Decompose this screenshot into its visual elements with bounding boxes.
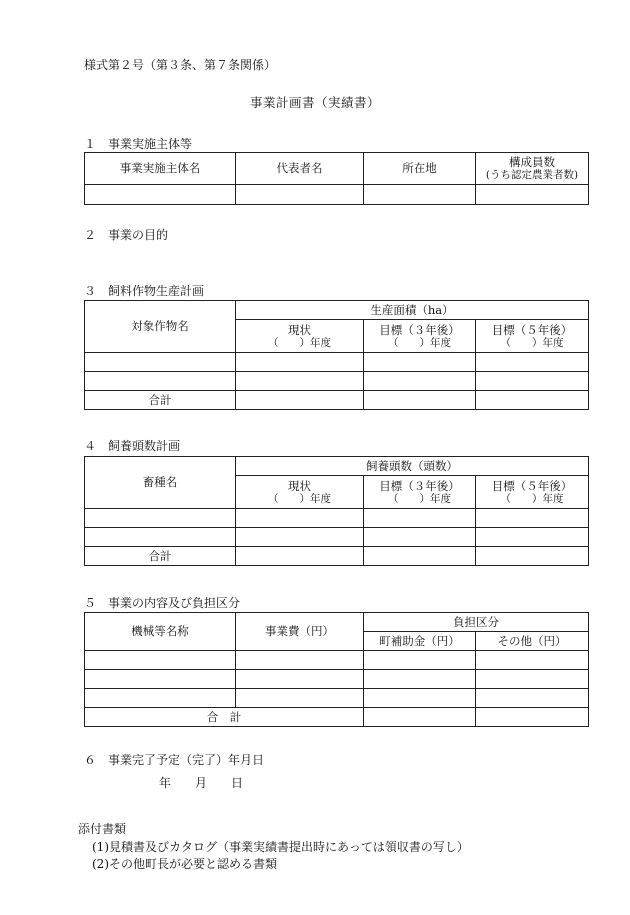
year-note: （ ）年度 (268, 336, 331, 349)
table-cell[interactable] (85, 670, 236, 689)
burden-header: 負担区分 (364, 613, 589, 632)
target-5yr-header (476, 476, 589, 509)
table-cell[interactable] (236, 509, 364, 528)
other-header: その他（円） (476, 632, 589, 651)
table-cell[interactable] (236, 528, 364, 547)
year-note: （ ）年度 (500, 492, 564, 505)
table-cell[interactable] (236, 547, 364, 566)
table-cell[interactable] (364, 372, 476, 391)
target-3yr-header (364, 320, 476, 353)
target-5yr-label: 目標（５年後） (491, 478, 573, 493)
section-5-heading: ５ 事業の内容及び負担区分 (84, 596, 241, 610)
entity-name-header: 事業実施主体名 (85, 153, 236, 185)
table-cell[interactable] (364, 509, 476, 528)
feed-crop-table (84, 300, 589, 410)
current-header (236, 476, 364, 509)
table-cell[interactable] (236, 689, 364, 708)
document-title: 事業計画書（実績書） (249, 95, 380, 110)
year-note: （ ）年度 (500, 336, 564, 349)
year-note: （ ）年度 (388, 492, 451, 505)
table-cell[interactable] (236, 353, 364, 372)
table-cell[interactable] (476, 670, 589, 689)
table-cell[interactable] (85, 509, 236, 528)
table-cell[interactable] (476, 353, 589, 372)
entity-table (84, 152, 589, 205)
area-header: 生産面積（ha） (236, 301, 589, 320)
head-count-header: 飼養頭数（頭数） (236, 457, 589, 476)
target-5yr-label: 目標（５年後） (491, 322, 573, 337)
address-header: 所在地 (364, 153, 476, 185)
table-cell[interactable] (476, 651, 589, 670)
table-cell[interactable] (364, 353, 476, 372)
table-cell[interactable] (364, 689, 476, 708)
representative-cell[interactable] (236, 185, 364, 205)
total-label: 合 計 (85, 708, 364, 727)
table-cell[interactable] (476, 509, 589, 528)
table-cell[interactable] (476, 372, 589, 391)
town-subsidy-header: 町補助金（円） (364, 632, 476, 651)
table-cell[interactable] (364, 670, 476, 689)
species-header: 畜種名 (85, 457, 236, 509)
target-3yr-header (364, 476, 476, 509)
table-cell[interactable] (236, 391, 364, 410)
section-6-heading: ６ 事業完了予定（完了）年月日 (84, 753, 265, 767)
table-cell[interactable] (364, 391, 476, 410)
table-cell[interactable] (85, 372, 236, 391)
table-cell[interactable] (85, 689, 236, 708)
current-label: 現状 (288, 478, 311, 493)
crop-header: 対象作物名 (85, 301, 236, 353)
table-cell[interactable] (476, 708, 589, 727)
project-cost-table (84, 612, 589, 727)
section-2-heading: ２ 事業の目的 (84, 228, 169, 242)
attachment-item-1: (1)見積書及びカタログ（事業実績書提出時にあっては領収書の写し） (92, 840, 469, 854)
target-3yr-label: 目標（３年後） (379, 478, 460, 493)
table-cell[interactable] (476, 528, 589, 547)
completion-date-line: 年 月 日 (159, 776, 244, 790)
table-cell[interactable] (85, 651, 236, 670)
address-cell[interactable] (364, 185, 476, 205)
table-cell[interactable] (476, 391, 589, 410)
members-cell[interactable] (476, 185, 589, 205)
table-cell[interactable] (364, 547, 476, 566)
table-cell[interactable] (236, 651, 364, 670)
project-cost-header: 事業費（円） (236, 613, 364, 651)
target-3yr-label: 目標（３年後） (379, 322, 460, 337)
target-5yr-header (476, 320, 589, 353)
table-cell[interactable] (236, 372, 364, 391)
year-note: （ ）年度 (388, 336, 451, 349)
representative-header: 代表者名 (236, 153, 364, 185)
machine-header: 機械等名称 (85, 613, 236, 651)
table-cell[interactable] (364, 651, 476, 670)
attachments-heading: 添付書類 (78, 822, 127, 836)
entity-name-cell[interactable] (85, 185, 236, 205)
year-note: （ ）年度 (268, 492, 331, 505)
members-sublabel: (うち認定農業者数) (485, 169, 579, 181)
table-cell[interactable] (476, 689, 589, 708)
table-cell[interactable] (85, 528, 236, 547)
members-label: 構成員数 (509, 155, 555, 169)
current-header (236, 320, 364, 353)
total-label: 合計 (85, 547, 236, 566)
table-cell[interactable] (364, 528, 476, 547)
table-cell[interactable] (476, 547, 589, 566)
section-1-heading: １ 事業実施主体等 (84, 137, 193, 151)
table-cell[interactable] (364, 708, 476, 727)
members-header (476, 153, 589, 185)
section-3-heading: ３ 飼料作物生産計画 (84, 284, 205, 298)
table-cell[interactable] (85, 353, 236, 372)
form-label: 様式第２号（第３条、第７条関係） (84, 58, 277, 72)
table-cell[interactable] (236, 670, 364, 689)
total-label: 合計 (85, 391, 236, 410)
attachment-item-2: (2)その他町長が必要と認める書類 (92, 857, 277, 871)
livestock-table (84, 456, 589, 566)
section-4-heading: ４ 飼養頭数計画 (84, 439, 181, 453)
current-label: 現状 (288, 322, 311, 337)
